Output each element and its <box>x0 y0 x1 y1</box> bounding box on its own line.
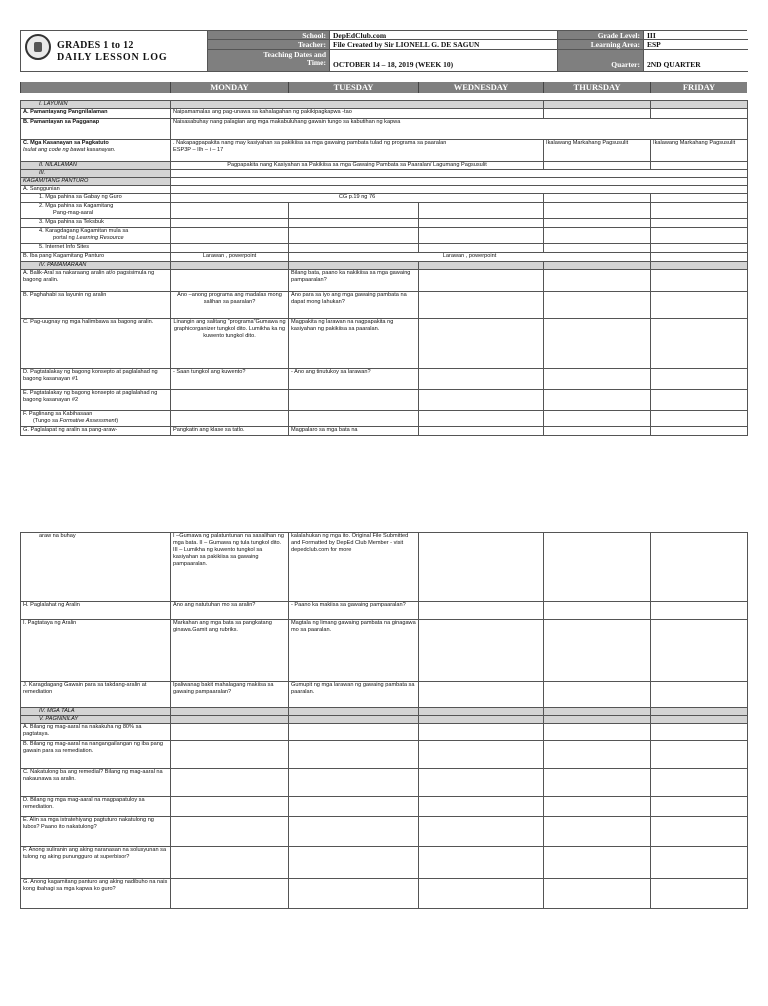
generalization-monday: Ano ang natutuhan mo sa aralin? <box>171 602 289 620</box>
table-row <box>21 253 748 262</box>
table-row <box>21 140 748 162</box>
row-kagamitang-line2: Pang-mag-aaral <box>53 210 94 216</box>
day-friday: FRIDAY <box>650 82 747 93</box>
row-paglinang-title: F. Paglinang sa Kabihasaan <box>23 411 93 417</box>
table-row <box>21 769 748 797</box>
row-karagdagang-line2: portal ng Learning Resource <box>53 235 124 241</box>
school-label: School: <box>207 31 329 40</box>
row-paglalapat-cont: araw na buhay <box>21 533 171 602</box>
table-row <box>21 724 748 741</box>
quarter-value: 2ND QUARTER <box>643 50 748 72</box>
table-row <box>21 847 748 879</box>
table-row <box>21 194 748 203</box>
dates-label-line2: Time: <box>306 58 326 67</box>
table-row <box>21 879 748 909</box>
row-paglalahat: H. Paglalahat ng Aralin <box>21 602 171 620</box>
table-row <box>21 369 748 390</box>
deped-seal-icon <box>25 34 51 60</box>
section-pagninilay: V. PAGNINILAY <box>21 716 171 724</box>
row-balik-aral: A. Balik-Aral sa nakaraang aralin at/o pagsisimula ng bagong aralin. <box>21 270 171 292</box>
cg-page: CG p.19 ng 76 <box>171 194 544 203</box>
content-standard: Naipamamalas ang pag-unawa sa kahalagahan ng pakikipagkapwa -tao <box>171 109 544 119</box>
friday-exam: Ikalawang Markahang Pagsusulit <box>651 140 748 162</box>
section-kagamitan: KAGAMITANG PANTURO <box>21 178 171 186</box>
competency-code: ESP3P – IIh – i – 17 <box>173 147 224 153</box>
generalization-tuesday: - Paano ka makiisa sa gawaing pampaaralan? <box>289 602 419 620</box>
table-row <box>21 270 748 292</box>
school-value: DepEdClub.com <box>329 31 557 40</box>
application-monday: Pangkatin ang klase sa tatlo. <box>171 427 289 436</box>
reflection-g: G. Anong kagamitang panturo ang aking nadibuho na nais kong ibahagi sa mga kapwa ko guro? <box>21 879 171 909</box>
row-pagtataya: I. Pagtataya ng Aralin <box>21 620 171 682</box>
examples-tuesday: Magpakita ng larawan na nagpapakita ng kasiyahan ng pakikiisa sa paaralan. <box>289 319 419 369</box>
row-label-c-sub: Isulat ang code ng bawat kasanayan. <box>23 147 116 153</box>
day-thursday: THURSDAY <box>543 82 650 93</box>
section-pamamaraan-row <box>21 262 748 270</box>
day-header-row <box>20 82 747 93</box>
row-karagdagang-line1: 4. Karagdagang Kagamitan mula sa <box>39 228 129 234</box>
section-kagamitan-row <box>21 178 748 186</box>
table-row <box>21 203 748 219</box>
reflection-b: B. Bilang ng mag-aaral na nangangailangan ng iba pang gawain para sa remediation. <box>21 741 171 769</box>
row-paglinang <box>21 411 171 427</box>
evaluation-tuesday: Magtala ng limang gawaing pambata na ginagawa mo sa paaralan. <box>289 620 419 682</box>
table-row <box>21 219 748 228</box>
row-label-a: A. Pamantayang Pangnilalaman <box>21 109 171 119</box>
section-layunin: I. LAYUNIN <box>21 101 171 109</box>
section-layunin-row <box>21 101 748 109</box>
row-iba-pang-kagamitan: B. Iba pang Kagamitang Panturo <box>21 253 171 262</box>
reflection-a: A. Bilang ng mag-aaral na nakakuha ng 80% sa pagtataya. <box>21 724 171 741</box>
row-sanggunian: A. Sanggunian <box>21 186 171 194</box>
table-row <box>21 533 748 602</box>
discussion1-monday: - Saan tungkol ang kuwento? <box>171 369 289 390</box>
table-row <box>21 244 748 253</box>
row-karagdagang-gawain: J. Karagdagang Gawain para sa takdang-aralin at remediation <box>21 682 171 708</box>
header-box <box>20 30 747 72</box>
header-info-grid <box>207 31 748 73</box>
area-value: ESP <box>643 40 748 50</box>
section-nilalaman-row <box>21 162 748 170</box>
application-tuesday: Magpalaro sa mga bata na <box>289 427 419 436</box>
grade-label: Grade Level: <box>557 31 643 40</box>
application-monday-cont: I –Gumawa ng palatuntunan na sasalihan ng mga bata. II – Gumawa ng tula tungkol dito. III – Lumikha ng kuwento tungkol sa kasiyahan sa pakikiisa sa gawaing pampaaralan. <box>171 533 289 602</box>
table-row <box>21 292 748 319</box>
table-row <box>21 620 748 682</box>
section-mga-tala-row <box>21 708 748 716</box>
day-tuesday: TUESDAY <box>288 82 418 93</box>
row-karagdagang-kagamitan <box>21 228 171 244</box>
area-label: Learning Area: <box>557 40 643 50</box>
materials-tuesday: Larawan , powerpoint <box>289 253 651 262</box>
row-pagtatalakay-2: E. Pagtatalakay ng bagong konsepto at paglalahad ng bagong kasanayan #2 <box>21 390 171 411</box>
dates-value: OCTOBER 14 – 18, 2019 (WEEK 10) <box>329 50 557 72</box>
table-row <box>21 390 748 411</box>
row-gabay: 1. Mga pahina sa Gabay ng Guro <box>21 194 171 203</box>
content-topic: Pagpapakita nang Kasiyahan sa Pakikiisa sa mga Gawaing Pambata sa Paaralan/ Lagumang Pagsusulit <box>171 162 544 170</box>
thursday-exam: Ikalawang Markahang Pagsusulit <box>544 140 651 162</box>
examples-monday: Linangin ang salitang “programa”Gumawa ng graphicorganizer tungkol dito. Lumikha ka ng kuwento tungkol dito. <box>171 319 289 369</box>
section-pagninilay-row <box>21 716 748 724</box>
row-paglinang-sub: (Tungo sa Formative Assessment) <box>33 418 119 424</box>
materials-monday: Larawan , powerpoint <box>171 253 289 262</box>
table-row <box>21 797 748 817</box>
row-pagtatalakay-1: D. Pagtatalakay ng bagong konsepto at paglalahad ng bagong kasanayan #1 <box>21 369 171 390</box>
lesson-table-page-1 <box>20 100 748 436</box>
table-row <box>21 119 748 140</box>
row-teksbuk: 3. Mga pahina sa Teksbuk <box>21 219 171 228</box>
discussion1-tuesday: - Ano ang tinutukoy sa larawan? <box>289 369 419 390</box>
table-row <box>21 319 748 369</box>
section-iii-row <box>21 170 748 178</box>
section-mga-tala: IV. MGA TALA <box>21 708 171 716</box>
review-tuesday: Bilang bata, paano ka nakikiisa sa mga gawaing pampaaralan? <box>289 270 419 292</box>
motive-monday: Ano –anong programa ang madalas mong salihan sa paaralan? <box>171 292 289 319</box>
day-wednesday: WEDNESDAY <box>418 82 543 93</box>
title-grades: GRADES 1 to 12 <box>57 40 134 51</box>
table-row <box>21 109 748 119</box>
table-row <box>21 817 748 847</box>
motive-tuesday: Ano para sa iyo ang mga gawaing pambata na dapat mong lahukan? <box>289 292 419 319</box>
table-row <box>21 682 748 708</box>
table-row <box>21 411 748 427</box>
reflection-c: C. Nakatulong ba ang remedial? Bilang ng mag-aaral na nakaunawa sa aralin. <box>21 769 171 797</box>
teacher-label: Teacher: <box>207 40 329 50</box>
section-pamamaraan: IV. PAMAMARAAN <box>21 262 171 270</box>
row-label-b: B. Pamantayan sa Pagganap <box>21 119 171 140</box>
performance-standard: Naisasabuhay nang palagian ang mga makabuluhang gawain tungo sa kabutihan ng kapwa <box>171 119 748 140</box>
section-iii: III. <box>21 170 171 178</box>
row-kagamitang-pang-mag-aaral <box>21 203 171 219</box>
row-label-c-title: C. Mga Kasanayan sa Pagkatuto <box>23 140 109 146</box>
reflection-f: F. Anong suliranin ang aking naranasan na solusyunan sa tulong ng aking punungguro at superbisor? <box>21 847 171 879</box>
row-label-c <box>21 140 171 162</box>
dates-label-line1: Teaching Dates and <box>263 50 326 59</box>
competency-text: . Nakapagpapakita nang may kasiyahan sa pakikiisa sa mga gawaing pambata tulad ng programa sa paaralan <box>173 140 447 146</box>
grade-value: III <box>643 31 748 40</box>
row-paglalapat: G. Paglalapat ng aralin sa pang-araw- <box>21 427 171 436</box>
assignment-tuesday: Gumupit ng mga larawan ng gawaing pambata sa paaralan. <box>289 682 419 708</box>
reflection-d: D. Bilang ng mga mag-aaral na magpapatuloy sa remediation. <box>21 797 171 817</box>
row-kagamitang-line1: 2. Mga pahina sa Kagamitang <box>39 203 114 209</box>
day-header-blank <box>20 82 170 93</box>
quarter-label: Quarter: <box>557 50 643 72</box>
assignment-monday: Ipaliwanag bakit mahalagang makiisa sa gawaing pampaaralan? <box>171 682 289 708</box>
evaluation-monday: Markahan ang mga bata sa pangkatang ginawa.Gamit ang rubriks. <box>171 620 289 682</box>
row-paghahabi: B. Paghahabi sa layunin ng aralin <box>21 292 171 319</box>
learning-competency <box>171 140 544 162</box>
table-row <box>21 186 748 194</box>
table-row <box>21 602 748 620</box>
reflection-e: E. Alin sa mga istratehiyang pagtuturo nakatulong ng lubos? Paano ito nakatulong? <box>21 817 171 847</box>
row-internet: 5. Internet Info Sites <box>21 244 171 253</box>
table-row <box>21 228 748 244</box>
dates-label <box>207 50 329 72</box>
day-monday: MONDAY <box>170 82 288 93</box>
lesson-table-page-2 <box>20 532 748 909</box>
section-nilalaman: II. NILALAMAN <box>21 162 171 170</box>
table-row <box>21 741 748 769</box>
application-tuesday-cont: kalalahukan ng mga ito. Original File Submitted and Formatted by DepEd Club Member - visit depedclub.com for more <box>289 533 419 602</box>
title-daily-lesson-log: DAILY LESSON LOG <box>57 52 168 63</box>
teacher-value: File Created by Sir LIONELL G. DE SAGUN <box>329 40 557 50</box>
row-pag-uugnay: C. Pag-uugnay ng mga halimbawa sa bagong aralin. <box>21 319 171 369</box>
table-row <box>21 427 748 436</box>
